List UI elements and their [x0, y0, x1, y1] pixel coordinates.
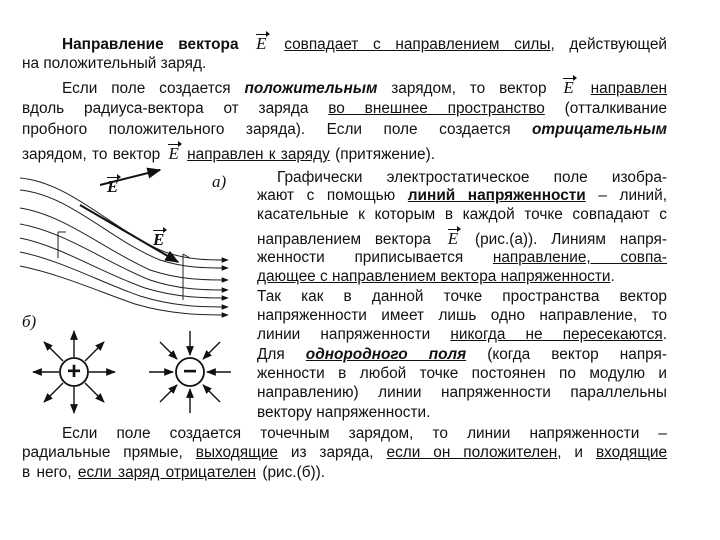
text-span: касательные к которым в каждой точке совпадают с — [257, 206, 667, 223]
vector-label-2 — [150, 230, 167, 250]
text-span: , и — [557, 444, 584, 461]
negative-charge-sign: − — [182, 358, 197, 385]
underlined-text: направлен к заряду — [187, 146, 330, 163]
positive-charge-sign: + — [66, 358, 81, 385]
text-span: Для — [257, 346, 285, 363]
vector-e-symbol: E — [560, 78, 576, 98]
text-span: (когда вектор напря- — [487, 346, 668, 363]
text-span: линии напряженности — [257, 326, 431, 343]
uniform-field-term: однородного поля — [305, 346, 467, 363]
vector-e-symbol: E — [253, 34, 269, 54]
positive-term: положительным — [244, 80, 378, 97]
underlined-text: выходящие — [195, 444, 278, 461]
text-span: направлением вектора — [257, 231, 431, 248]
text-span: жают с помощью — [257, 187, 396, 204]
text-span: Графически электростатическое поле изобра- — [277, 169, 667, 186]
text-span: на положительный заряд. — [22, 55, 207, 72]
text-span: в него, — [22, 464, 72, 481]
text-span: . — [610, 268, 615, 285]
text-span: из заряда, — [290, 444, 374, 461]
text-span: (рис.(а)). Линиям напря- — [474, 231, 667, 248]
text-span: направлению) линии напряженности параллельны — [257, 384, 667, 401]
text-span: вектору напряженности. — [257, 404, 431, 421]
text-span: Если поле создается точечным зарядом, то линии напряженности – — [62, 425, 667, 442]
text-span: женности приписывается — [257, 249, 464, 266]
text-span: , действующей — [550, 36, 668, 53]
vector-e-symbol: E — [104, 177, 121, 197]
underlined-text: совпадает с направлением силы — [284, 36, 551, 53]
vector-e-symbol: E — [165, 144, 181, 164]
figure-label-a: а) — [212, 172, 227, 191]
text-span: (отталкивание — [564, 100, 667, 117]
negative-term: отрицательным — [532, 121, 667, 138]
text-span: . — [662, 326, 667, 343]
text-span: зарядом, то вектор — [391, 80, 547, 97]
heading-direction-of-vector: Направление вектора — [62, 36, 239, 53]
figure-label-b: б) — [22, 312, 37, 331]
text-span: Так как в данной точке пространства вектор — [257, 288, 667, 305]
underlined-text: во внешнее пространство — [328, 100, 545, 117]
text-span: радиальные прямые, — [22, 444, 183, 461]
underlined-text: если он положителен — [386, 444, 558, 461]
vector-e-symbol: E — [150, 230, 167, 250]
text-span: вдоль радиуса-вектора от заряда — [22, 100, 309, 117]
text-span: (притяжение). — [335, 146, 436, 163]
text-span: – линий, — [598, 187, 668, 204]
text-span: напряженности имеет лишь одно направление, то — [257, 307, 667, 324]
text-span: (рис.(б)). — [262, 464, 326, 481]
underlined-text: никогда не пересекаются — [450, 326, 663, 343]
figure-a-field-lines — [20, 178, 228, 315]
underlined-text: если заряд отрицателен — [77, 464, 257, 481]
underlined-text: направление, совпа- — [492, 249, 667, 266]
text-span: женности в любой точке постоянен по модулю и — [257, 365, 667, 382]
text-span: Если поле создается — [62, 80, 231, 97]
vector-e-symbol: E — [445, 229, 461, 249]
underlined-text: входящие — [595, 444, 668, 461]
underlined-text: направлен — [590, 80, 668, 97]
vector-label-1 — [104, 177, 121, 197]
underlined-text: дающее с направлением вектора напряженности — [257, 268, 611, 285]
underlined-text: линий напряженности — [407, 187, 586, 204]
text-span: пробного положительного заряда). Если поле создается — [22, 121, 511, 138]
text-span: зарядом, то вектор — [22, 146, 161, 163]
